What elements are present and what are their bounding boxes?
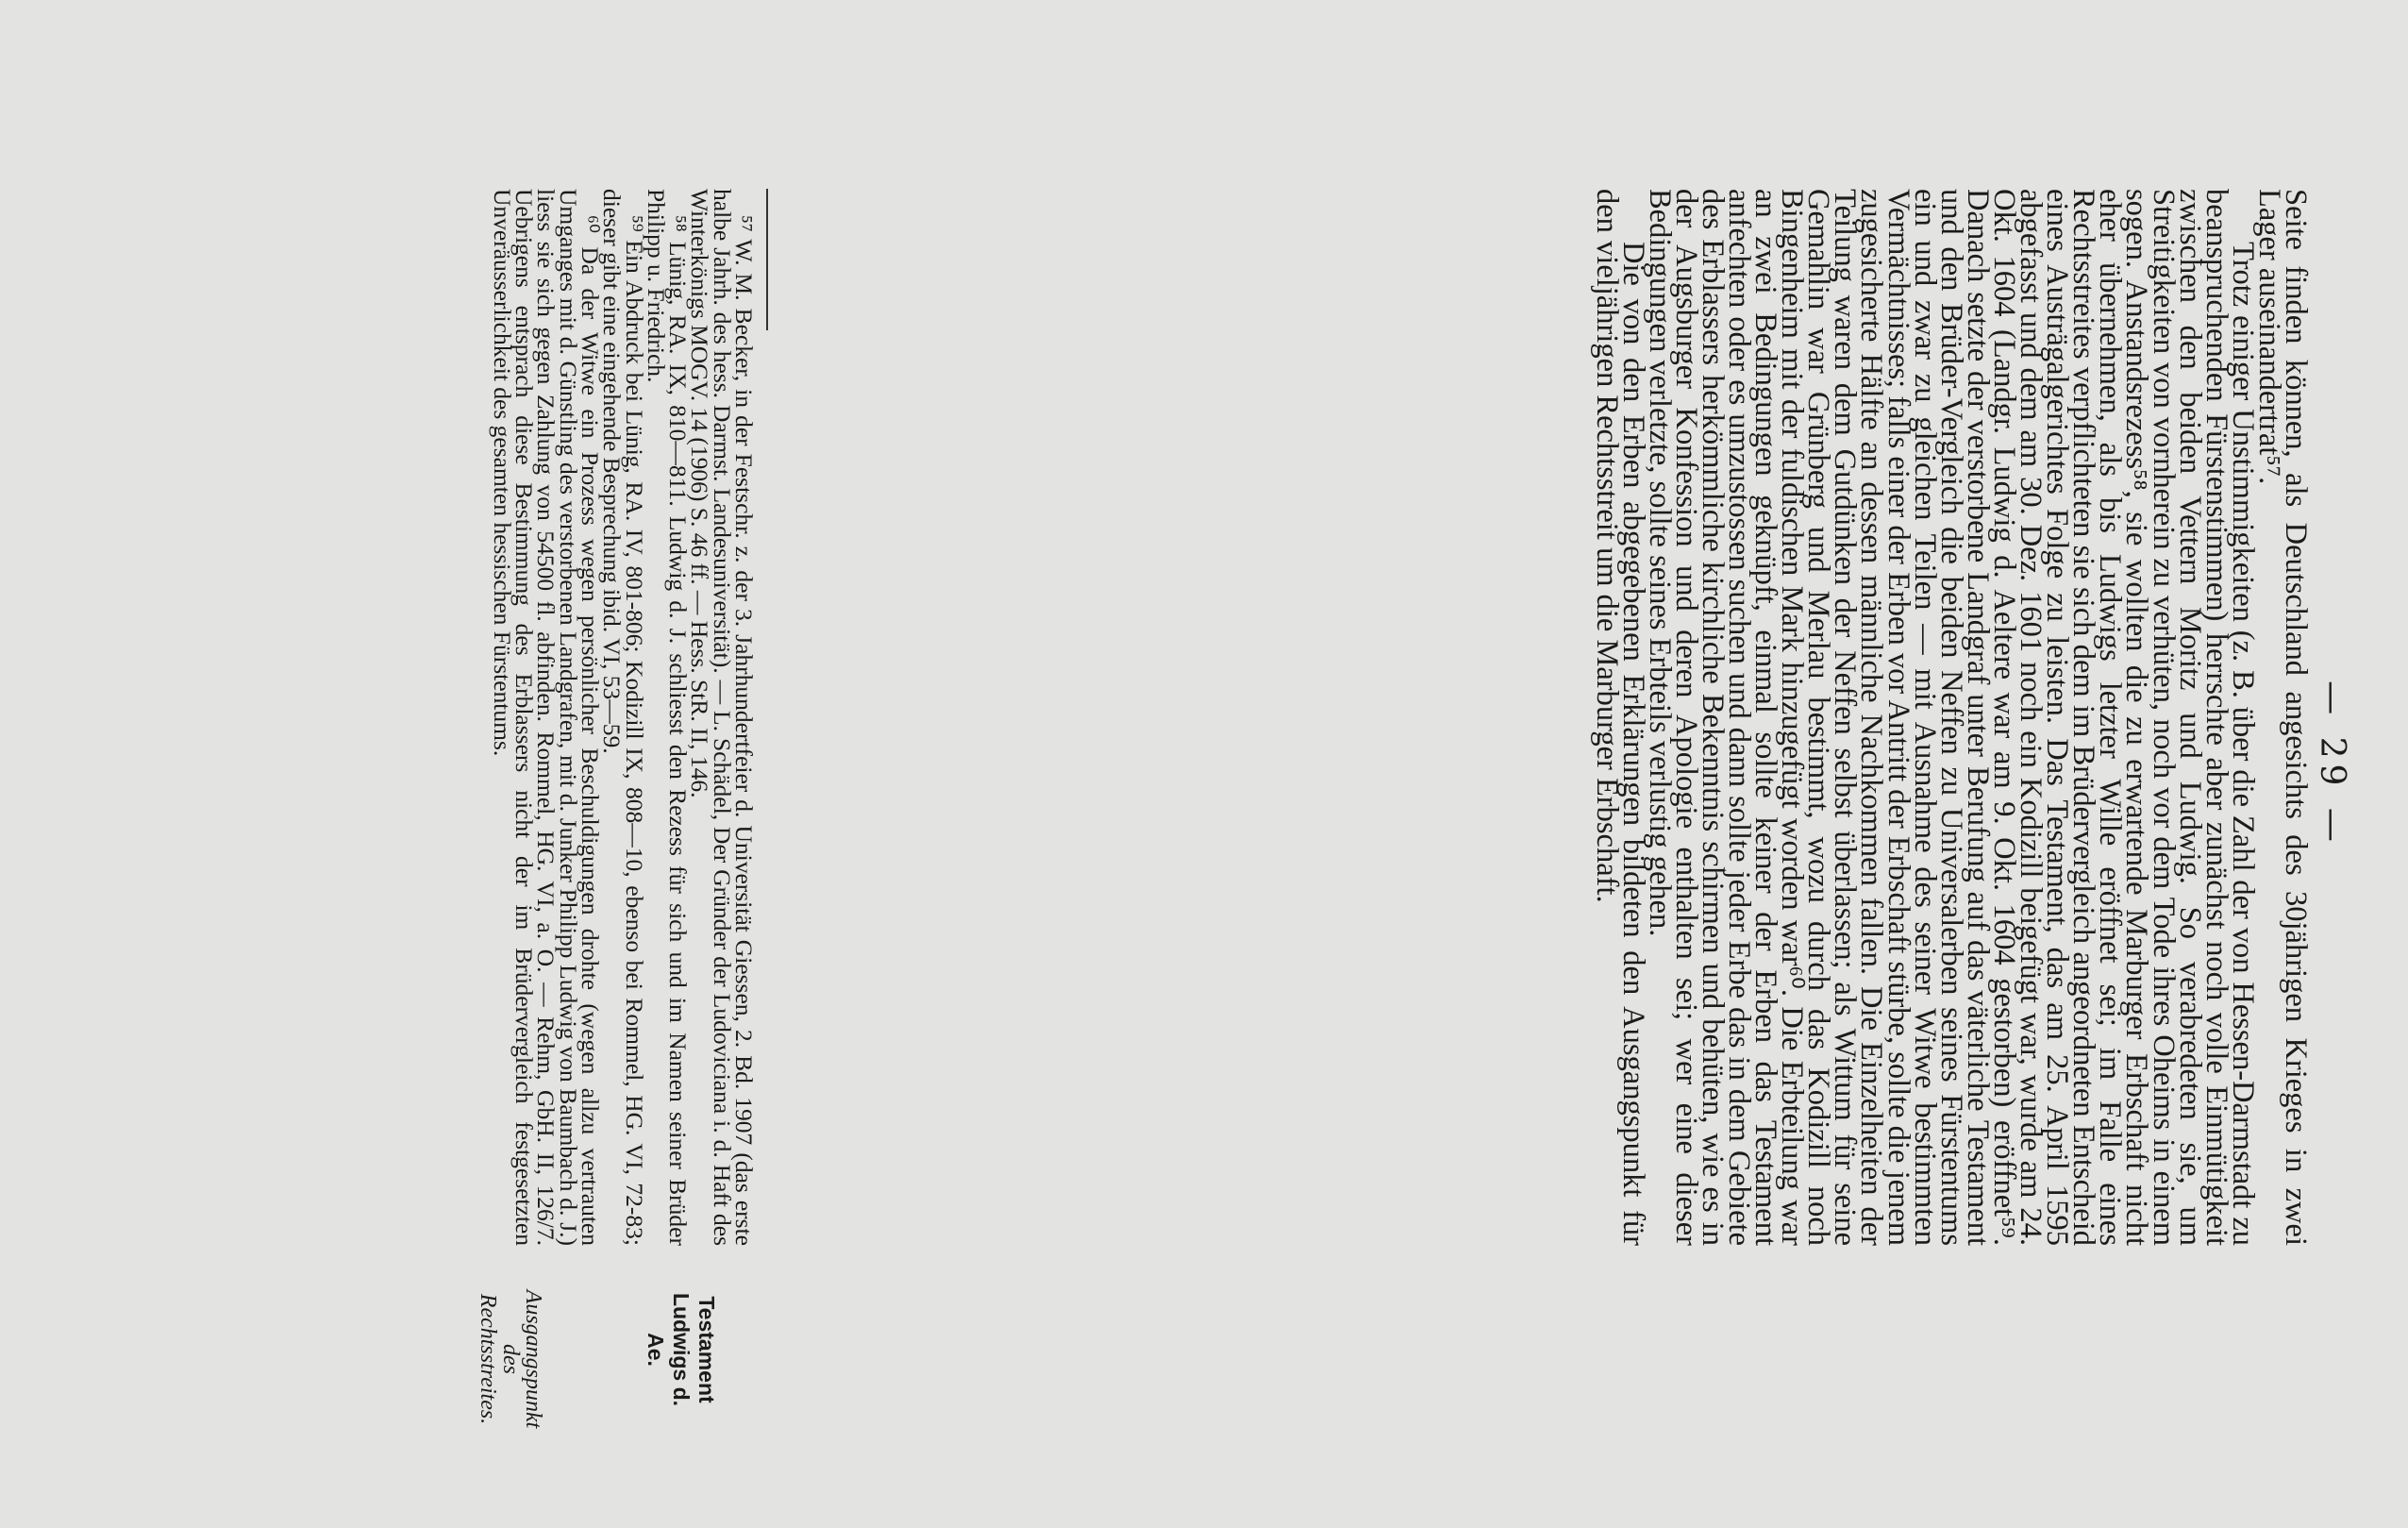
paragraph-2: Trotz einiger Unstimmigkeiten (z. B. über die Zahl der von Hessen-Darmstadt zu beanspruchenden Fürstenstimmen) herrschte aber zunächst noch volle Einmütigkeit zwischen den beiden Vettern Moritz und Ludwig. So verabredeten sie, um Streitigkeiten von vornherein zu verhüten, noch vor dem Tode ihres Oheims in einem sogen. Anstandsrezess⁵⁸, sie wollten die zu erwartende Marburger Erbschaft nicht eher übernehmen, als bis Ludwigs letzter Wille eröffnet sei; im Falle eines Rechtsstreites verpflichteten sie sich dem im Brüdervergleich angeordneten Entscheid eines Austrägalgerichtes Folge zu leisten. Das Testament, das am 25. April 1595 abgefasst und dem am 30. Dez. 1601 noch ein Kodizill beigefügt war, wurde am 24. Okt. 1604 (Landgr. Ludwig d. Aeltere war am 9. Okt. 1604 gestorben) eröffnet⁵⁹. Danach setzte der verstorbene Landgraf unter Berufung auf das väterliche Testament und den Brüder-Vergleich die beiden Neffen zu Universalerben seines Fürstentums ein und zwar zu gleichen Teilen — mit Ausnahme des seiner Witwe bestimmten Vermächtnisses; falls einer der Erben vor Antritt der Erbschaft stürbe, sollte die jenem zugesicherte Hälfte an dessen männliche Nachkommen fallen. Die Einzelheiten der Teilung waren dem Gutdünken der Neffen selbst überlassen; als Wittum für seine Gemahlin war Grünberg und Merlau bestimmt, wozu durch das Kodizill noch Bingenheim mit der fuldischen Mark hinzugefügt worden war⁶⁰. Die Erbteilung war an zwei Bedingungen geknüpft, einmal sollte keiner der Erben das Testament anfechten oder es umzustossen suchen und dann sollte jeder Erbe das in dem Gebiete des Erblassers herkömmliche kirchliche Bekenntnis schirmen und behüten, wie es in der Augsburger Konfession und deren Apologie enthalten sei; wer eine dieser Bedingungen verletzte, sollte seines Erbteils verlustig gehen. [1642, 189, 2260, 1246]
margin-note-testament: Testament Ludwigs d. Ae. [644, 1292, 719, 1407]
paragraph-1: Seite finden können, als Deutschland angesichts des 30jährigen Krieges in zwei Lager auseinandertrat⁵⁷. [2251, 189, 2313, 1246]
footnote-59: ⁵⁹ Ein Abdruck bei Lünig, RA. IV, 801-806; Kodizill IX, 808—10, ebenso bei Rommel, HG. VI, 72-83; dieser gibt eine eingehende Besprechung ibid. VI, 53—59. [598, 189, 648, 1246]
page-number: — 29 — [2313, 680, 2351, 848]
main-text [1589, 189, 2313, 1246]
paragraph-3: Die von den Erben abgegebenen Erklärungen bildeten den Ausgangspunkt für den vieljährigen Rechtsstreit um die Marburger Erbschaft. [1589, 189, 1650, 1246]
margin-note-ausgangspunkt: Ausgangspunkt des Rechtsstreites. [476, 1289, 545, 1429]
footnotes [488, 189, 758, 1246]
footnote-60: ⁶⁰ Da der Witwe ein Prozess wegen persönlicher Beschuldigungen drohte (wegen allzu vertrauten Umganges mit d. Günstling des verstorbenen Landgrafen, mit d. Junker Philipp Ludwig von Baumbach d. J.) liess sie sich gegen Zahlung von 54500 fl. abfinden. Rommel, HG. VI, a. O. — Rehm, GbH. II, 126/7. Uebrigens entsprach diese Bestimmung des Erblassers nicht der im Brüdervergleich festgesetzten Unveräusserlichkeit des gesamten hessischen Fürstentums. [488, 189, 604, 1246]
footnote-58: ⁵⁸ Lünig, RA. IX, 810—811. Ludwig d. J. schliesst den Rezess für sich und im Namen seiner Brüder Philipp u. Friedrich. [642, 189, 693, 1246]
footnote-57: ⁵⁷ W. M. Becker, in der Festschr. z. der 3. Jahrhundertfeier d. Universität Giessen, 2. Bd. 1907 (das erste halbe Jahrh. des hess. Darmst. Landesuniversität). — L. Schädel, Der Gründer der Ludoviciana i. d. Haft des Winterkönigs MOGV. 14 (1906) S. 46 ff. — Hess. StR. II, 146. [686, 189, 758, 1246]
